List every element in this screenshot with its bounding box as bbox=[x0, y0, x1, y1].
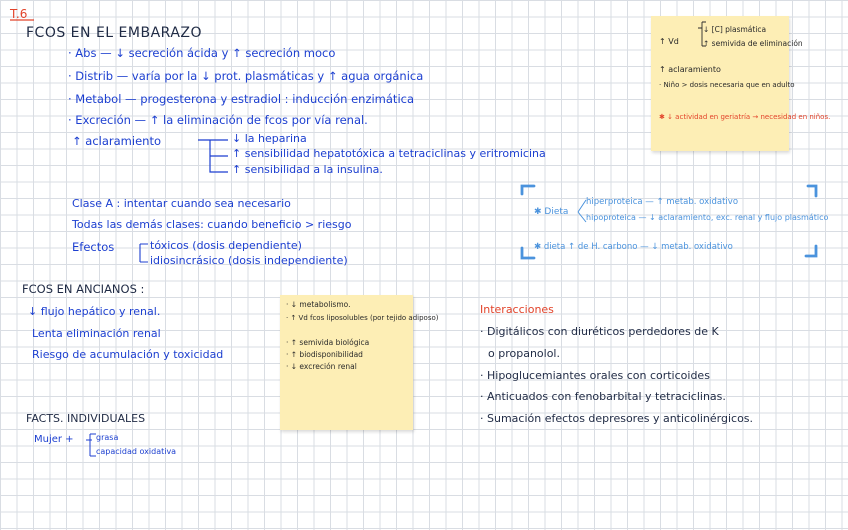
individual-bracket bbox=[86, 434, 96, 456]
page-code: T.6 bbox=[10, 7, 28, 21]
elderly-title: FCOS EN ANCIANOS : bbox=[22, 282, 145, 296]
sticky-mid-item-1: · ↓ metabolismo. bbox=[286, 300, 351, 309]
elderly-item-flujo: ↓ flujo hepático y renal. bbox=[28, 305, 161, 318]
sticky-vd-label: ↑ Vd bbox=[659, 37, 679, 46]
effect-toxic: tóxicos (dosis dependiente) bbox=[150, 239, 302, 252]
pregnancy-item-abs: · Abs — ↓ secreción ácida y ↑ secreción moco bbox=[68, 46, 336, 60]
diet-item-hyperproteic: hiperproteica — ↑ metab. oxidativo bbox=[586, 197, 739, 207]
sticky-vd-item-c: ↓ [C] plasmática bbox=[703, 25, 767, 34]
clearance-bracket bbox=[198, 140, 228, 172]
pregnancy-item-metabol: · Metabol — progesterona y estradiol : inducción enzimática bbox=[68, 92, 415, 106]
other-classes-line: Todas las demás clases: cuando beneficio > riesgo bbox=[72, 218, 352, 231]
sticky-note-top bbox=[651, 16, 831, 151]
effects-bracket bbox=[140, 244, 148, 262]
individual-item-grasa: grasa bbox=[96, 433, 119, 442]
clearance-item-heparina: ↓ la heparina bbox=[232, 132, 307, 145]
diet-label: ✱ Dieta bbox=[534, 207, 569, 217]
diet-carbohydrate: ✱ dieta ↑ de H. carbono — ↓ metab. oxidativo bbox=[534, 242, 733, 252]
sticky-item-nino: · Niño > dosis necesaria que en adulto bbox=[659, 81, 795, 89]
sticky-note-middle bbox=[280, 295, 439, 430]
individual-title: FACTS. INDIVIDUALES bbox=[26, 412, 146, 425]
sticky-mid-item-2: · ↑ Vd fcos liposolubles (por tejido adiposo) bbox=[286, 314, 439, 322]
interaction-item-2: · Hipoglucemiantes orales con corticoides bbox=[480, 369, 710, 382]
pregnancy-item-distrib: · Distrib — varía por la ↓ prot. plasmáticas y ↑ agua orgánica bbox=[68, 69, 424, 83]
interactions-title: Interacciones bbox=[480, 303, 554, 316]
sticky-item-aclaramiento: ↑ aclaramiento bbox=[659, 65, 721, 74]
sticky-mid-item-5: · ↓ excreción renal bbox=[286, 362, 357, 371]
page-title: FCOS EN EL EMBARAZO bbox=[26, 25, 203, 41]
interaction-item-1b: o propanolol. bbox=[488, 347, 560, 360]
effects-label: Efectos bbox=[72, 240, 115, 254]
clearance-item-insulina: ↑ sensibilidad a la insulina. bbox=[232, 163, 383, 176]
individual-item-oxidativa: capacidad oxidativa bbox=[96, 447, 177, 456]
interaction-item-3: · Anticuados con fenobarbital y tetraciclinas. bbox=[480, 390, 726, 403]
interaction-item-1: · Digitálicos con diuréticos perdedores de K bbox=[480, 325, 719, 338]
elderly-item-riesgo: Riesgo de acumulación y toxicidad bbox=[32, 348, 224, 361]
elderly-item-eliminacion: Lenta eliminación renal bbox=[32, 327, 161, 340]
effect-idiosyncratic: idiosincrásico (dosis independiente) bbox=[150, 254, 348, 267]
clearance-item-hepatotoxica: ↑ sensibilidad hepatotóxica a tetraciclinas y eritromicina bbox=[232, 147, 546, 160]
class-a-line: Clase A : intentar cuando sea necesario bbox=[72, 197, 291, 210]
sticky-mid-item-3: · ↑ semivida biológica bbox=[286, 338, 370, 347]
diet-item-hypoproteic: hipoproteica — ↓ aclaramiento, exc. renal y flujo plasmático bbox=[586, 213, 829, 222]
sticky-vd-item-semivida: ↑ semivida de eliminación bbox=[703, 39, 803, 48]
sticky-mid-item-4: · ↑ biodisponibilidad bbox=[286, 350, 363, 359]
clearance-label: ↑ aclaramiento bbox=[72, 134, 161, 148]
pregnancy-item-excrecion: · Excreción — ↑ la eliminación de fcos por vía renal. bbox=[68, 113, 368, 127]
interaction-item-4: · Sumación efectos depresores y anticolinérgicos. bbox=[480, 412, 754, 425]
diet-bracket bbox=[578, 200, 586, 222]
sticky-warning: ✱ ↓ actividad en geriatría → necesidad en niños. bbox=[659, 113, 831, 121]
individual-label: Mujer + bbox=[34, 434, 74, 445]
